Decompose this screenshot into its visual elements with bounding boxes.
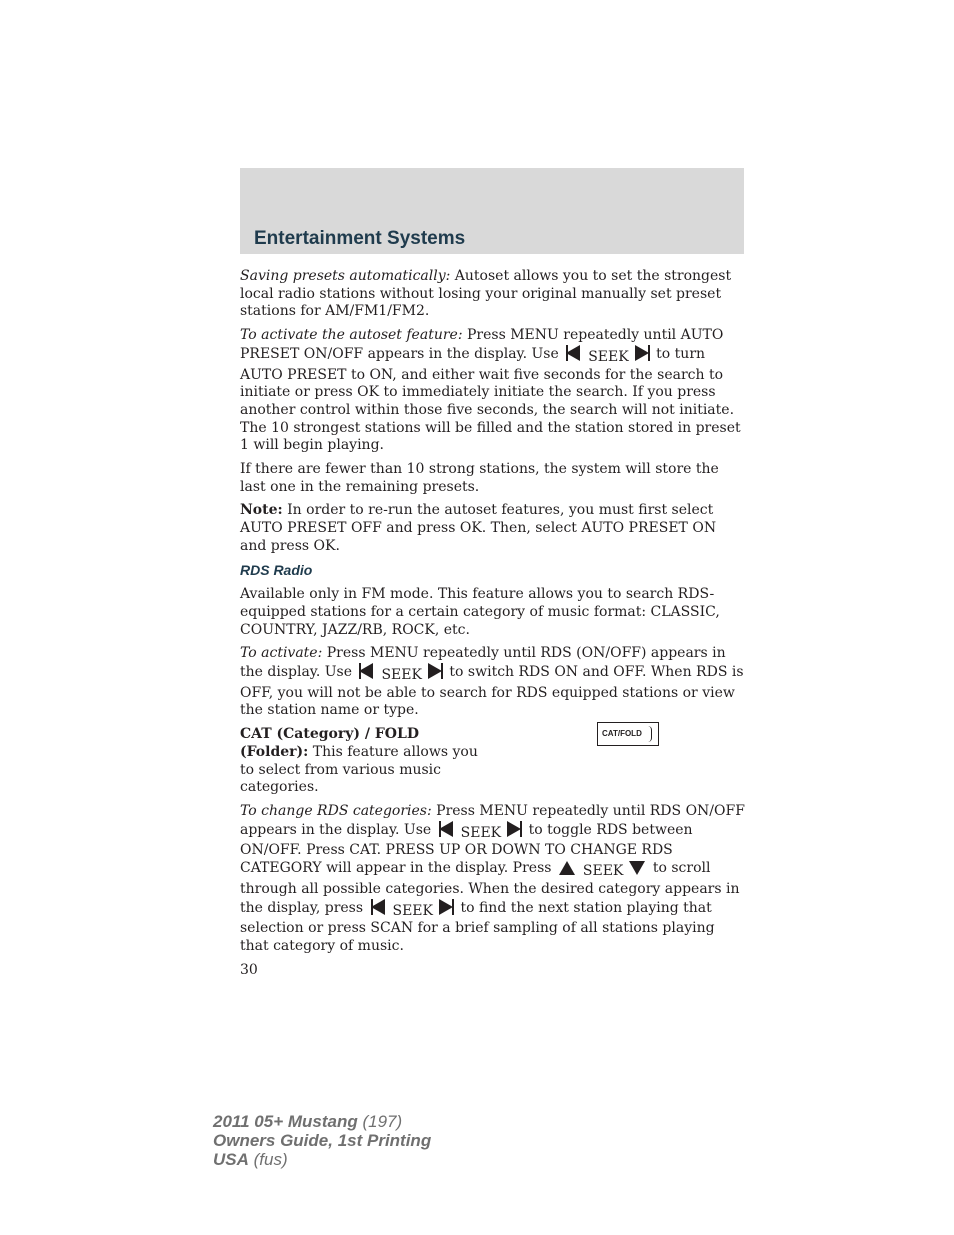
paragraph-change-categories — [240, 803, 746, 956]
footer-line-model — [213, 1112, 431, 1131]
seek-left-icon — [566, 345, 580, 361]
paragraph-rds-intro: Available only in FM mode. This feature allows you to search RDS-equipped stations for a certain category of music format: CLASSIC, COUNTRY, JAZZ/RB, ROCK, etc. — [240, 586, 720, 638]
seek-control-graphic — [359, 663, 442, 685]
paragraph-cat-fold — [240, 726, 480, 797]
seek-right-icon — [635, 345, 649, 361]
body-text: to find the next station playing that selection or press SCAN for a brief sampling of all stations playing that category of music. — [240, 899, 715, 954]
cat-fold-label: CAT (Category) / FOLD (Folder): — [240, 726, 419, 760]
note-label: Note: — [240, 502, 283, 519]
body-text: In order to re-run the autoset features, you must first select AUTO PRESET OFF and press OK. Then, select AUTO PRESET ON and press OK. — [240, 502, 717, 554]
section-header-band — [240, 168, 744, 254]
seek-right-icon — [428, 663, 442, 679]
seek-control-graphic — [566, 345, 649, 367]
seek-label: SEEK — [381, 667, 422, 684]
seek-control-graphic — [439, 821, 522, 843]
footer-guide: Owners Guide, 1st Printing — [213, 1131, 432, 1150]
page-number: 30 — [240, 961, 258, 978]
seek-label: SEEK — [582, 863, 624, 880]
seek-label: SEEK — [460, 824, 502, 841]
footer-market: USA — [213, 1150, 249, 1169]
seek-left-icon — [439, 821, 453, 837]
seek-right-icon — [439, 899, 453, 915]
footer-model: 2011 05+ Mustang — [213, 1112, 358, 1131]
paragraph-note — [240, 502, 746, 555]
lead-in: To activate: — [240, 645, 323, 662]
paragraph-activate-autoset — [240, 327, 746, 455]
seek-label: SEEK — [392, 902, 433, 919]
seek-updown-control-graphic — [559, 861, 646, 881]
body-text: Press MENU repeatedly until AUTO PRESET ON/OFF appears in the display. Use — [240, 327, 724, 362]
lead-in: To change RDS categories: — [240, 802, 432, 819]
cat-fold-button-graphic: CAT/FOLD — [597, 722, 659, 746]
cat-fold-row — [240, 726, 746, 797]
seek-label: SEEK — [588, 348, 629, 365]
footer-line-guide — [213, 1131, 431, 1150]
lead-in: Saving presets automatically: — [240, 268, 451, 284]
body-text: This feature allows you to select from various music categories. — [240, 743, 478, 796]
seek-left-icon — [371, 899, 385, 915]
subheading-rds-radio: RDS Radio — [240, 561, 313, 578]
body-text: Press MENU repeatedly until RDS (ON/OFF) appears in the display. Use — [240, 645, 726, 681]
seek-down-icon — [629, 861, 645, 875]
body-text: to switch RDS ON and OFF. When RDS is OFF, you will not be able to search for RDS equipped stations or view the station name or type. — [240, 664, 744, 719]
footer-line-market — [213, 1150, 431, 1169]
body-text: to turn AUTO PRESET to ON, and either wait five seconds for the search to initiate or press OK to immediately initiate the search. If you press another control within those five seconds, the search will not initiate. The 10 strongest stations will be filled and the station stored in preset 1 will begin playing. — [240, 345, 741, 454]
paragraph-rds-activate — [240, 645, 746, 720]
section-title: Entertainment Systems — [254, 228, 466, 249]
body-text: Autoset allows you to set the strongest local radio stations without losing your original manually set preset stations for AM/FM1/FM2. — [240, 268, 732, 320]
footer-market-code: (fus) — [248, 1150, 288, 1169]
body-text: to toggle RDS between ON/OFF. Press CAT. PRESS UP OR DOWN TO CHANGE RDS CATEGORY will appear in the display. Press — [240, 821, 693, 877]
lead-in: To activate the autoset feature: — [240, 327, 463, 344]
seek-right-icon — [507, 821, 521, 837]
seek-left-icon — [359, 663, 373, 679]
paragraph-autoset-intro — [240, 268, 746, 321]
document-footer — [213, 1112, 431, 1169]
footer-model-code: (197) — [357, 1112, 403, 1131]
body-text: to scroll through all possible categories. When the desired category appears in the display, press — [240, 860, 740, 916]
body-text: Press MENU repeatedly until RDS ON/OFF appears in the display. Use — [240, 802, 745, 838]
page-content — [240, 268, 746, 979]
seek-control-graphic — [371, 899, 454, 921]
seek-up-icon — [559, 861, 575, 875]
paragraph-fewer-stations: If there are fewer than 10 strong stations, the system will store the last one in the remaining presets. — [240, 461, 719, 495]
